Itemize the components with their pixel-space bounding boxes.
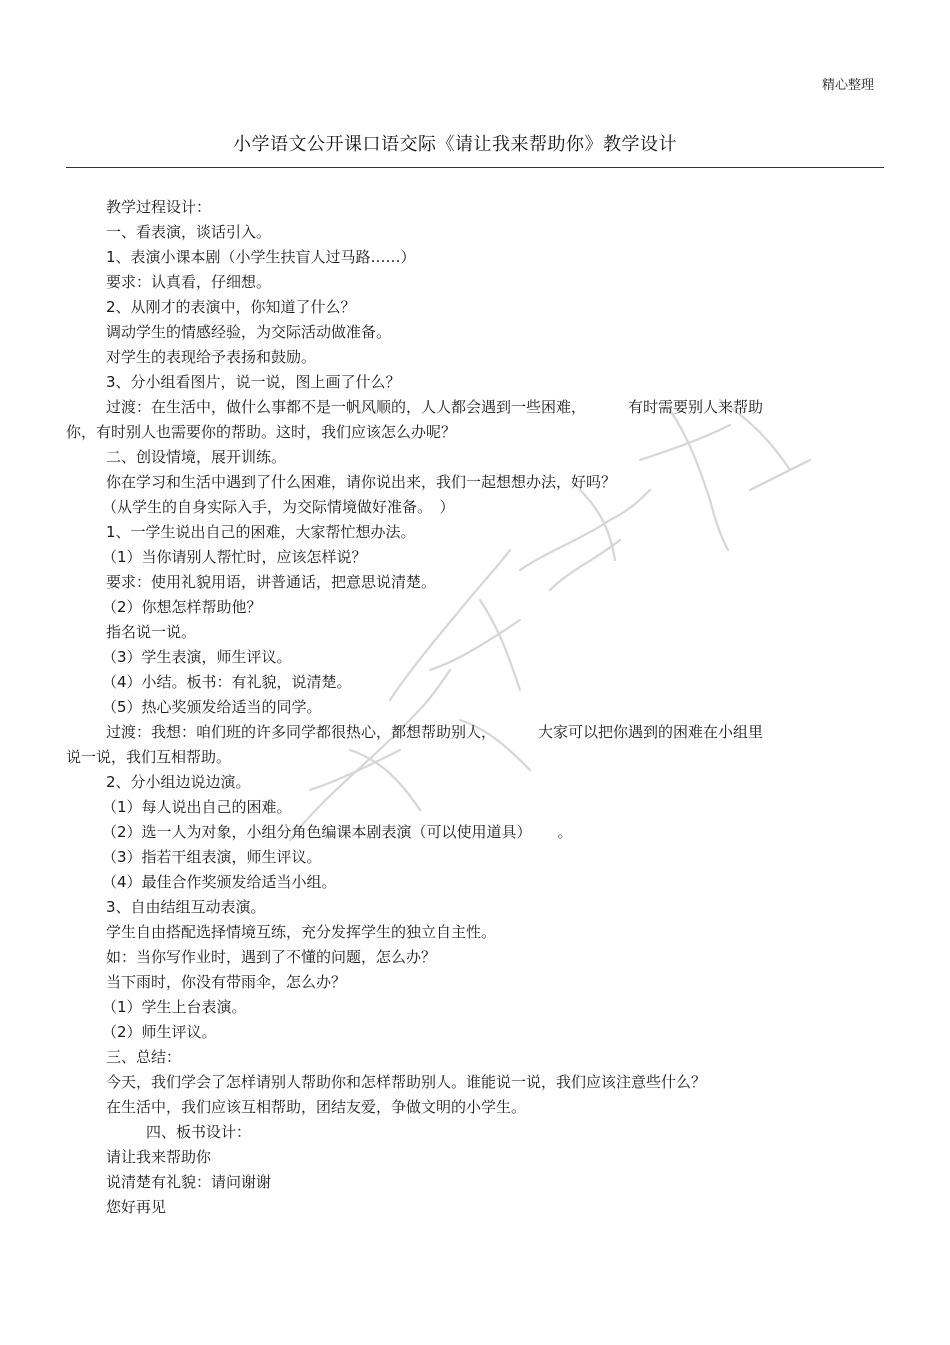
body-line: （1）学生上台表演。 [102, 998, 247, 1016]
header-note: 精心整理 [821, 78, 874, 93]
body-line: （2）师生评议。 [102, 1023, 217, 1041]
body-line: 你，有时别人也需要你的帮助。这时，我们应该怎么办呢？ [66, 423, 457, 441]
body-line: 教学过程设计： [106, 198, 212, 216]
body-line [66, 820, 884, 845]
body-line: 说一说，我们互相帮助。 [66, 748, 232, 766]
board-line: 请让我来帮助你 [106, 1148, 212, 1166]
body-line: 学生自由搭配选择情境互练，充分发挥学生的独立自主性。 [106, 923, 497, 941]
body-line [66, 720, 884, 745]
body-line [66, 395, 884, 420]
body-line: （3）学生表演，师生评议。 [102, 648, 292, 666]
body-line: 指名说一说。 [106, 623, 197, 641]
transition-text: 过渡：在生活中，做什么事都不是一帆风顺的，人人都会遇到一些困难， [106, 398, 587, 416]
body-line: 3、分小组看图片，说一说，图上画了什么？ [106, 373, 401, 391]
body-line: 今天，我们学会了怎样请别人帮助你和怎样帮助别人。谁能说一说，我们应该注意些什么？ [106, 1073, 707, 1091]
body-line: 当下雨时，你没有带雨伞，怎么办？ [106, 973, 347, 991]
document-body [66, 195, 884, 1220]
body-line: 3、自由结组互动表演。 [106, 898, 266, 916]
body-line: （4）最佳合作奖颁发给适当小组。 [102, 873, 337, 891]
body-line: 你在学习和生活中遇到了什么困难，请你说出来，我们一起想想办法，好吗？ [106, 473, 617, 491]
body-line: 2、从刚才的表演中，你知道了什么？ [106, 298, 356, 316]
body-line: （4）小结。板书：有礼貌，说清楚。 [102, 673, 352, 691]
body-line: 要求：使用礼貌用语，讲普通话，把意思说清楚。 [106, 573, 437, 591]
body-text-end: 。 [557, 823, 573, 841]
board-line: 您好再见 [106, 1198, 167, 1216]
body-line: （1）每人说出自己的困难。 [102, 798, 292, 816]
title-divider [66, 167, 884, 168]
document-title: 小学语文公开课口语交际《请让我来帮助你》教学设计 [233, 134, 677, 155]
body-text: （2）选一人为对象，小组分角色编课本剧表演（可以使用道具） [102, 823, 532, 841]
body-line: 调动学生的情感经验，为交际活动做准备。 [106, 323, 392, 341]
body-line: 在生活中，我们应该互相帮助，团结友爱，争做文明的小学生。 [106, 1098, 527, 1116]
body-line: （从学生的自身实际入手，为交际情境做好准备。 ） [102, 498, 455, 516]
transition-text-cont: 有时需要别人来帮助 [628, 398, 764, 416]
section-heading: 二、创设情境，展开训练。 [106, 448, 287, 466]
body-line: 要求：认真看，仔细想。 [106, 273, 272, 291]
body-line: （3）指若干组表演，师生评议。 [102, 848, 322, 866]
board-line: 说清楚有礼貌：请问谢谢 [106, 1173, 272, 1191]
body-line: 1、表演小课本剧（小学生扶盲人过马路……） [106, 248, 416, 266]
transition-text: 过渡：我想：咱们班的许多同学都很热心，都想帮助别人， [106, 723, 497, 741]
section-heading: 一、看表演，谈话引入。 [106, 223, 272, 241]
body-line: 1、一学生说出自己的困难，大家帮忙想办法。 [106, 523, 416, 541]
body-line: （2）你想怎样帮助他？ [102, 598, 262, 616]
section-heading: 三、总结： [106, 1048, 182, 1066]
body-line: 如：当你写作业时，遇到了不懂的问题，怎么办？ [106, 948, 437, 966]
body-line: （1）当你请别人帮忙时，应该怎样说？ [102, 548, 367, 566]
transition-text-cont: 大家可以把你遇到的困难在小组里 [538, 723, 764, 741]
section-heading: 四、板书设计： [146, 1123, 252, 1141]
body-line: （5）热心奖颁发给适当的同学。 [102, 698, 322, 716]
body-line: 对学生的表现给予表扬和鼓励。 [106, 348, 317, 366]
body-line: 2、分小组边说边演。 [106, 773, 251, 791]
